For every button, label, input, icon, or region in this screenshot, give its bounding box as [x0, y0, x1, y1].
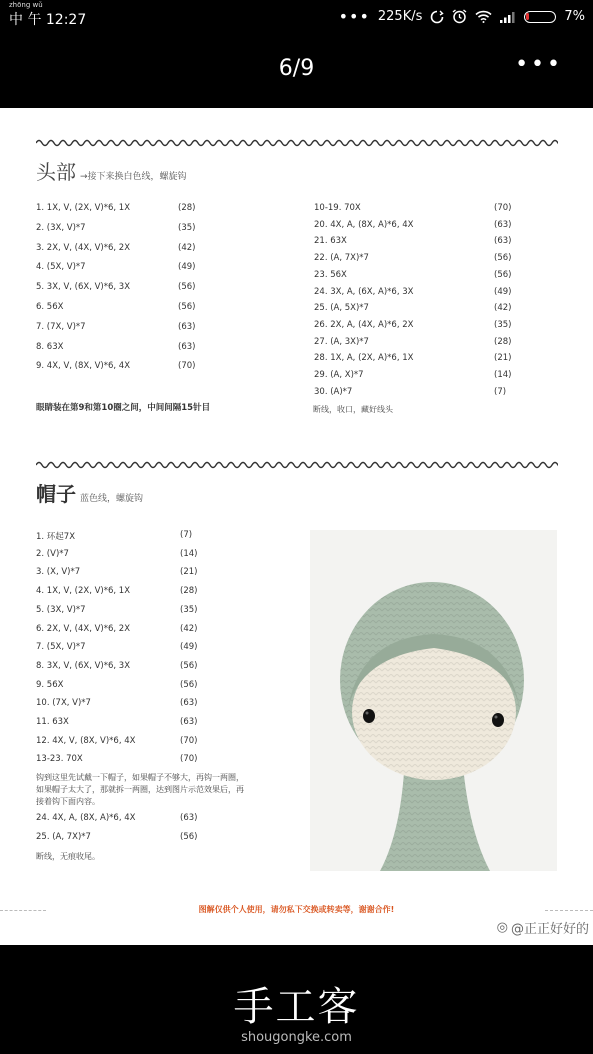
- viewer-top-bar: [0, 34, 593, 108]
- row-stitch-count: (56): [180, 660, 198, 671]
- row-instruction: 13-23. 70X: [36, 754, 83, 765]
- hat-subtitle: 蓝色线，螺旋钩: [80, 494, 144, 504]
- brand-domain: shougongke.com: [241, 1030, 352, 1045]
- row-instruction: 4. 1X, V, (2X, V)*6, 1X: [36, 586, 131, 597]
- row-instruction: 6. 56X: [36, 302, 64, 312]
- row-instruction: 9. 56X: [36, 679, 64, 690]
- row-instruction: 8. 3X, V, (6X, V)*6, 3X: [36, 660, 131, 671]
- row-stitch-count: (21): [180, 567, 198, 578]
- row-stitch-count: (56): [178, 302, 196, 312]
- row-instruction: 3. 2X, V, (4X, V)*6, 2X: [36, 242, 131, 253]
- hat-try-note-1: 钩到这里先试戴一下帽子，如果帽子不够大，再钩一两圈，: [36, 773, 244, 782]
- row-stitch-count: (35): [178, 222, 196, 233]
- battery-level: [526, 13, 529, 20]
- brand-title: 手工客: [233, 984, 360, 1030]
- row-instruction: 25. (A, 7X)*7: [36, 832, 91, 842]
- row-stitch-count: (49): [178, 262, 196, 273]
- row-stitch-count: (56): [180, 832, 198, 842]
- row-instruction: 3. (X, V)*7: [36, 567, 81, 578]
- row-stitch-count: (49): [494, 286, 512, 297]
- usage-notice: 图解仅供个人使用，请勿私下交换或转卖等，谢谢合作!: [198, 905, 395, 914]
- row-instruction: 4. (5X, V)*7: [36, 262, 86, 273]
- row-stitch-count: (70): [180, 754, 198, 765]
- hat-try-note-2: 如果帽子太大了，那就拆一两圈，达到图片示范效果后，再: [36, 785, 244, 794]
- weibo-icon: ◎: [496, 920, 508, 935]
- row-stitch-count: (63): [494, 236, 512, 247]
- row-instruction: 5. (3X, V)*7: [36, 604, 86, 615]
- network-speed: 225K/s: [377, 9, 423, 24]
- eye-placement-note: 眼睛装在第9和第10圈之间，中间间隔15针目: [36, 403, 211, 413]
- row-stitch-count: (63): [180, 813, 198, 823]
- row-stitch-count: (49): [180, 642, 198, 653]
- row-instruction: 10-19. 70X: [314, 203, 361, 213]
- row-instruction: 21. 63X: [314, 236, 347, 247]
- status-bar: [0, 0, 593, 34]
- head-end-note: 断线，收口，藏好线头: [313, 405, 393, 414]
- row-stitch-count: (56): [180, 679, 198, 690]
- row-instruction: 6. 2X, V, (4X, V)*6, 2X: [36, 623, 131, 634]
- row-stitch-count: (63): [178, 341, 196, 352]
- crochet-doll-photo: [310, 530, 557, 871]
- signal-icon: [500, 11, 516, 23]
- row-stitch-count: (56): [494, 253, 512, 264]
- row-stitch-count: (70): [494, 203, 512, 213]
- row-instruction: 9. 4X, V, (8X, V)*6, 4X: [36, 361, 131, 372]
- pattern-page[interactable]: [0, 108, 593, 945]
- row-instruction: 23. 56X: [314, 269, 347, 280]
- row-instruction: 20. 4X, A, (8X, A)*6, 4X: [314, 219, 414, 230]
- row-instruction: 1. 环起7X: [36, 532, 76, 542]
- head-subtitle: →接下来换白色线，螺旋钩: [80, 172, 187, 182]
- clock: 中 午 12:27: [9, 12, 87, 28]
- row-stitch-count: (28): [178, 203, 196, 213]
- hat-end-note: 断线，无痕收尾。: [36, 852, 100, 861]
- battery-percent: 7%: [564, 9, 585, 24]
- row-instruction: 28. 1X, A, (2X, A)*6, 1X: [314, 353, 414, 364]
- row-stitch-count: (42): [178, 242, 196, 253]
- alarm-icon: [452, 9, 467, 24]
- row-instruction: 7. (7X, V)*7: [36, 321, 86, 332]
- head-section-title: [36, 156, 187, 185]
- row-instruction: 30. (A)*7: [314, 386, 353, 397]
- row-instruction: 7. (5X, V)*7: [36, 642, 86, 653]
- sync-icon: [430, 10, 444, 24]
- battery-icon: [524, 11, 556, 23]
- page-indicator: 6/9: [278, 56, 315, 81]
- row-stitch-count: (28): [494, 336, 512, 347]
- row-stitch-count: (63): [180, 698, 198, 709]
- row-instruction: 22. (A, 7X)*7: [314, 253, 369, 264]
- row-stitch-count: (21): [494, 353, 512, 364]
- row-stitch-count: (42): [180, 623, 198, 634]
- dots-icon: •••: [338, 7, 370, 26]
- row-instruction: 26. 2X, A, (4X, A)*6, 2X: [314, 319, 414, 330]
- row-stitch-count: (63): [180, 717, 198, 727]
- row-instruction: 12. 4X, V, (8X, V)*6, 4X: [36, 735, 136, 746]
- row-stitch-count: (56): [178, 282, 196, 293]
- row-stitch-count: (63): [494, 219, 512, 230]
- row-instruction: 8. 63X: [36, 341, 64, 352]
- row-instruction: 2. (V)*7: [36, 548, 69, 559]
- wave-divider: [36, 460, 558, 470]
- hat-section-title: [36, 478, 143, 507]
- weibo-watermark: [497, 918, 589, 937]
- row-stitch-count: (14): [180, 548, 198, 559]
- watermark-text: @正正好好的: [510, 922, 589, 937]
- row-stitch-count: (35): [494, 319, 512, 330]
- row-instruction: 27. (A, 3X)*7: [314, 336, 369, 347]
- row-stitch-count: (56): [494, 269, 512, 280]
- more-icon[interactable]: •••: [515, 52, 563, 77]
- row-stitch-count: (70): [178, 361, 196, 372]
- brand-footer: [0, 975, 593, 1045]
- row-instruction: 1. 1X, V, (2X, V)*6, 1X: [36, 203, 131, 213]
- time-pinyin: zhōng wǔ: [9, 1, 43, 9]
- row-stitch-count: (7): [180, 530, 193, 540]
- row-instruction: 10. (7X, V)*7: [36, 698, 91, 709]
- row-stitch-count: (42): [494, 303, 512, 314]
- row-instruction: 24. 3X, A, (6X, A)*6, 3X: [314, 286, 414, 297]
- row-instruction: 2. (3X, V)*7: [36, 222, 86, 233]
- hat-title: 帽子: [36, 482, 76, 506]
- row-stitch-count: (35): [180, 604, 198, 615]
- head-title: 头部: [36, 160, 76, 184]
- row-stitch-count: (14): [494, 370, 512, 380]
- row-instruction: 11. 63X: [36, 717, 69, 727]
- row-instruction: 5. 3X, V, (6X, V)*6, 3X: [36, 282, 131, 293]
- hat-try-note-3: 接着钩下面内容。: [36, 797, 100, 806]
- row-stitch-count: (70): [180, 735, 198, 746]
- row-instruction: 25. (A, 5X)*7: [314, 303, 369, 314]
- wifi-icon: [475, 10, 492, 23]
- row-instruction: 24. 4X, A, (8X, A)*6, 4X: [36, 813, 136, 823]
- row-instruction: 29. (A, X)*7: [314, 370, 364, 380]
- wave-divider: [36, 138, 558, 148]
- row-stitch-count: (63): [178, 321, 196, 332]
- row-stitch-count: (28): [180, 586, 198, 597]
- row-stitch-count: (7): [494, 386, 507, 397]
